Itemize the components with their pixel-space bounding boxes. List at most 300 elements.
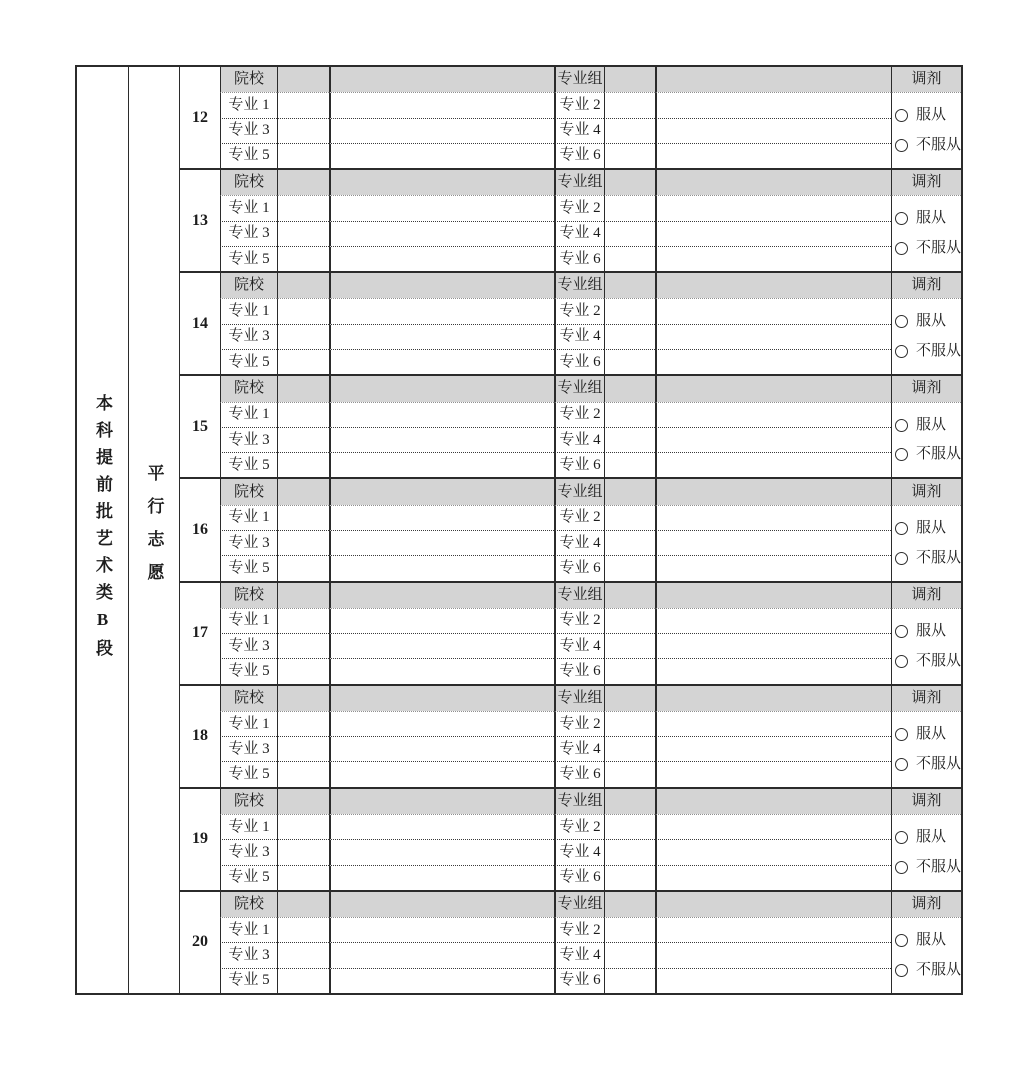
adjustment-reject-option[interactable] bbox=[895, 654, 961, 669]
major-4-label-cell: 专业 4 bbox=[554, 633, 604, 658]
batch-label-column bbox=[77, 67, 129, 993]
major-5-label-cell: 专业 5 bbox=[220, 865, 277, 890]
major-3-label-cell: 专业 3 bbox=[220, 633, 277, 658]
major-3-name-input[interactable] bbox=[329, 633, 554, 658]
major-2-code-input[interactable] bbox=[604, 195, 655, 220]
college-code-input[interactable] bbox=[277, 479, 329, 504]
major-6-label-cell: 专业 6 bbox=[554, 143, 604, 168]
major-group-code-input[interactable] bbox=[604, 892, 655, 917]
major-3-label-cell: 专业 3 bbox=[220, 324, 277, 349]
adjustment-obey-option[interactable] bbox=[895, 211, 946, 226]
major-6-code-input[interactable] bbox=[604, 452, 655, 477]
major-6-code-input[interactable] bbox=[604, 349, 655, 374]
major-6-label-cell: 专业 6 bbox=[554, 349, 604, 374]
adjustment-obey-label: 服从 bbox=[916, 828, 947, 845]
college-name-input[interactable] bbox=[329, 67, 554, 92]
major-4-name-input[interactable] bbox=[655, 942, 891, 967]
college-name-input[interactable] bbox=[329, 479, 554, 504]
adjustment-label-cell: 调剂 bbox=[891, 686, 961, 711]
major-1-name-input[interactable] bbox=[329, 505, 554, 530]
major-group-code-input[interactable] bbox=[604, 686, 655, 711]
adjustment-reject-option[interactable] bbox=[895, 138, 961, 153]
major-2-name-input[interactable] bbox=[655, 608, 891, 633]
adjustment-options-cell bbox=[891, 711, 961, 787]
college-code-input[interactable] bbox=[277, 273, 329, 298]
major-3-code-input[interactable] bbox=[277, 530, 329, 555]
major-6-label-cell: 专业 6 bbox=[554, 658, 604, 683]
major-3-name-input[interactable] bbox=[329, 427, 554, 452]
radio-unchecked-icon[interactable] bbox=[895, 345, 908, 358]
major-1-label-cell: 专业 1 bbox=[220, 402, 277, 427]
radio-unchecked-icon[interactable] bbox=[895, 552, 908, 565]
adjustment-obey-label: 服从 bbox=[916, 725, 947, 742]
major-6-label-cell: 专业 6 bbox=[554, 246, 604, 271]
major-3-label-cell: 专业 3 bbox=[220, 530, 277, 555]
adjustment-reject-option[interactable] bbox=[895, 241, 961, 256]
college-name-input[interactable] bbox=[329, 376, 554, 401]
major-3-label-cell: 专业 3 bbox=[220, 221, 277, 246]
major-group-label-cell: 专业组 bbox=[554, 273, 604, 298]
major-5-name-input[interactable] bbox=[329, 761, 554, 786]
major-4-code-input[interactable] bbox=[604, 427, 655, 452]
college-name-input[interactable] bbox=[329, 583, 554, 608]
adjustment-obey-option[interactable] bbox=[895, 933, 946, 948]
college-name-input[interactable] bbox=[329, 686, 554, 711]
volunteer-block bbox=[180, 168, 961, 271]
major-5-code-input[interactable] bbox=[277, 865, 329, 890]
major-6-name-input[interactable] bbox=[655, 246, 891, 271]
major-3-code-input[interactable] bbox=[277, 118, 329, 143]
major-5-name-input[interactable] bbox=[329, 658, 554, 683]
major-group-code-input[interactable] bbox=[604, 170, 655, 195]
volunteer-block bbox=[180, 67, 961, 168]
college-name-input[interactable] bbox=[329, 273, 554, 298]
major-2-name-input[interactable] bbox=[655, 92, 891, 117]
adjustment-obey-label: 服从 bbox=[916, 416, 947, 433]
major-3-code-input[interactable] bbox=[277, 942, 329, 967]
radio-unchecked-icon[interactable] bbox=[895, 448, 908, 461]
adjustment-reject-label: 不服从 bbox=[916, 240, 961, 257]
major-4-code-input[interactable] bbox=[604, 530, 655, 555]
adjustment-obey-option[interactable] bbox=[895, 624, 946, 639]
major-5-label-cell: 专业 5 bbox=[220, 349, 277, 374]
major-1-name-input[interactable] bbox=[329, 711, 554, 736]
major-4-label-cell: 专业 4 bbox=[554, 118, 604, 143]
major-5-label-cell: 专业 5 bbox=[220, 246, 277, 271]
major-6-code-input[interactable] bbox=[604, 658, 655, 683]
major-2-name-input[interactable] bbox=[655, 505, 891, 530]
college-label-cell: 院校 bbox=[220, 583, 277, 608]
major-3-name-input[interactable] bbox=[329, 839, 554, 864]
radio-unchecked-icon[interactable] bbox=[895, 934, 908, 947]
major-1-code-input[interactable] bbox=[277, 92, 329, 117]
volunteer-table bbox=[75, 65, 963, 995]
major-2-label-cell: 专业 2 bbox=[554, 814, 604, 839]
major-5-code-input[interactable] bbox=[277, 349, 329, 374]
major-4-label-cell: 专业 4 bbox=[554, 530, 604, 555]
block-number: 14 bbox=[192, 314, 208, 332]
major-4-code-input[interactable] bbox=[604, 324, 655, 349]
major-4-label-cell: 专业 4 bbox=[554, 839, 604, 864]
volunteer-block bbox=[180, 684, 961, 787]
major-4-label-cell: 专业 4 bbox=[554, 942, 604, 967]
major-1-label-cell: 专业 1 bbox=[220, 298, 277, 323]
major-6-name-input[interactable] bbox=[655, 968, 891, 993]
major-4-code-input[interactable] bbox=[604, 736, 655, 761]
major-5-code-input[interactable] bbox=[277, 968, 329, 993]
adjustment-label-cell: 调剂 bbox=[891, 583, 961, 608]
adjustment-label-cell: 调剂 bbox=[891, 67, 961, 92]
major-group-code-input[interactable] bbox=[604, 479, 655, 504]
adjustment-options-cell bbox=[891, 402, 961, 478]
major-6-name-input[interactable] bbox=[655, 452, 891, 477]
major-6-name-input[interactable] bbox=[655, 555, 891, 580]
major-5-code-input[interactable] bbox=[277, 658, 329, 683]
major-2-label-cell: 专业 2 bbox=[554, 917, 604, 942]
major-2-code-input[interactable] bbox=[604, 711, 655, 736]
major-4-name-input[interactable] bbox=[655, 839, 891, 864]
adjustment-obey-label: 服从 bbox=[916, 313, 947, 330]
major-3-code-input[interactable] bbox=[277, 221, 329, 246]
major-5-code-input[interactable] bbox=[277, 555, 329, 580]
major-4-name-input[interactable] bbox=[655, 118, 891, 143]
major-5-name-input[interactable] bbox=[329, 349, 554, 374]
major-group-label-cell: 专业组 bbox=[554, 479, 604, 504]
major-3-name-input[interactable] bbox=[329, 942, 554, 967]
major-4-name-input[interactable] bbox=[655, 736, 891, 761]
major-6-label-cell: 专业 6 bbox=[554, 555, 604, 580]
college-label-cell: 院校 bbox=[220, 376, 277, 401]
major-4-code-input[interactable] bbox=[604, 118, 655, 143]
adjustment-reject-label: 不服从 bbox=[916, 137, 961, 154]
major-4-name-input[interactable] bbox=[655, 633, 891, 658]
radio-unchecked-icon[interactable] bbox=[895, 109, 908, 122]
major-3-code-input[interactable] bbox=[277, 633, 329, 658]
major-1-name-input[interactable] bbox=[329, 402, 554, 427]
major-3-label-cell: 专业 3 bbox=[220, 427, 277, 452]
major-6-code-input[interactable] bbox=[604, 761, 655, 786]
major-1-label-cell: 专业 1 bbox=[220, 814, 277, 839]
major-group-code-input[interactable] bbox=[604, 273, 655, 298]
major-2-code-input[interactable] bbox=[604, 917, 655, 942]
major-1-name-input[interactable] bbox=[329, 608, 554, 633]
major-5-label-cell: 专业 5 bbox=[220, 143, 277, 168]
major-6-code-input[interactable] bbox=[604, 968, 655, 993]
major-5-name-input[interactable] bbox=[329, 452, 554, 477]
radio-unchecked-icon[interactable] bbox=[895, 242, 908, 255]
major-group-label-cell: 专业组 bbox=[554, 686, 604, 711]
major-group-name-input[interactable] bbox=[655, 67, 891, 92]
radio-unchecked-icon[interactable] bbox=[895, 655, 908, 668]
major-group-name-input[interactable] bbox=[655, 789, 891, 814]
major-1-name-input[interactable] bbox=[329, 814, 554, 839]
major-6-label-cell: 专业 6 bbox=[554, 865, 604, 890]
major-group-label-cell: 专业组 bbox=[554, 376, 604, 401]
major-4-label-cell: 专业 4 bbox=[554, 736, 604, 761]
block-number: 17 bbox=[192, 624, 208, 642]
major-1-code-input[interactable] bbox=[277, 402, 329, 427]
major-3-name-input[interactable] bbox=[329, 530, 554, 555]
major-4-code-input[interactable] bbox=[604, 221, 655, 246]
block-number: 18 bbox=[192, 727, 208, 745]
major-4-code-input[interactable] bbox=[604, 633, 655, 658]
adjustment-options-cell bbox=[891, 195, 961, 271]
major-1-label-cell: 专业 1 bbox=[220, 917, 277, 942]
major-5-code-input[interactable] bbox=[277, 761, 329, 786]
major-6-code-input[interactable] bbox=[604, 246, 655, 271]
major-group-name-input[interactable] bbox=[655, 892, 891, 917]
volunteer-blocks bbox=[180, 67, 961, 993]
major-3-name-input[interactable] bbox=[329, 736, 554, 761]
major-group-name-input[interactable] bbox=[655, 376, 891, 401]
major-3-label-cell: 专业 3 bbox=[220, 736, 277, 761]
major-3-code-input[interactable] bbox=[277, 324, 329, 349]
major-1-code-input[interactable] bbox=[277, 608, 329, 633]
major-1-name-input[interactable] bbox=[329, 917, 554, 942]
major-1-code-input[interactable] bbox=[277, 298, 329, 323]
adjustment-label-cell: 调剂 bbox=[891, 789, 961, 814]
major-2-name-input[interactable] bbox=[655, 402, 891, 427]
major-2-label-cell: 专业 2 bbox=[554, 505, 604, 530]
major-5-code-input[interactable] bbox=[277, 452, 329, 477]
major-3-label-cell: 专业 3 bbox=[220, 839, 277, 864]
adjustment-label-cell: 调剂 bbox=[891, 273, 961, 298]
adjustment-reject-label: 不服从 bbox=[916, 652, 961, 669]
major-group-name-input[interactable] bbox=[655, 170, 891, 195]
major-4-label-cell: 专业 4 bbox=[554, 427, 604, 452]
major-2-name-input[interactable] bbox=[655, 195, 891, 220]
major-6-code-input[interactable] bbox=[604, 555, 655, 580]
major-1-code-input[interactable] bbox=[277, 711, 329, 736]
major-2-label-cell: 专业 2 bbox=[554, 298, 604, 323]
major-6-name-input[interactable] bbox=[655, 143, 891, 168]
college-label-cell: 院校 bbox=[220, 273, 277, 298]
radio-unchecked-icon[interactable] bbox=[895, 758, 908, 771]
major-6-name-input[interactable] bbox=[655, 865, 891, 890]
major-1-code-input[interactable] bbox=[277, 195, 329, 220]
block-number: 13 bbox=[192, 211, 208, 229]
adjustment-label-cell: 调剂 bbox=[891, 892, 961, 917]
major-2-name-input[interactable] bbox=[655, 298, 891, 323]
major-4-name-input[interactable] bbox=[655, 221, 891, 246]
major-group-code-input[interactable] bbox=[604, 789, 655, 814]
college-label-cell: 院校 bbox=[220, 686, 277, 711]
major-2-name-input[interactable] bbox=[655, 814, 891, 839]
adjustment-options-cell bbox=[891, 814, 961, 890]
adjustment-obey-option[interactable] bbox=[895, 727, 946, 742]
college-label-cell: 院校 bbox=[220, 789, 277, 814]
radio-unchecked-icon[interactable] bbox=[895, 315, 908, 328]
major-3-name-input[interactable] bbox=[329, 221, 554, 246]
major-3-label-cell: 专业 3 bbox=[220, 942, 277, 967]
major-group-name-input[interactable] bbox=[655, 273, 891, 298]
adjustment-reject-option[interactable] bbox=[895, 757, 961, 772]
block-number: 12 bbox=[192, 108, 208, 126]
college-code-input[interactable] bbox=[277, 376, 329, 401]
adjustment-obey-label: 服从 bbox=[916, 622, 947, 639]
major-5-name-input[interactable] bbox=[329, 143, 554, 168]
major-4-name-input[interactable] bbox=[655, 427, 891, 452]
college-name-input[interactable] bbox=[329, 789, 554, 814]
major-group-code-input[interactable] bbox=[604, 376, 655, 401]
adjustment-reject-label: 不服从 bbox=[916, 549, 961, 566]
college-name-input[interactable] bbox=[329, 892, 554, 917]
college-code-input[interactable] bbox=[277, 789, 329, 814]
major-1-code-input[interactable] bbox=[277, 814, 329, 839]
adjustment-reject-option[interactable] bbox=[895, 344, 961, 359]
major-1-label-cell: 专业 1 bbox=[220, 92, 277, 117]
major-1-label-cell: 专业 1 bbox=[220, 608, 277, 633]
major-2-code-input[interactable] bbox=[604, 505, 655, 530]
major-1-name-input[interactable] bbox=[329, 298, 554, 323]
major-2-code-input[interactable] bbox=[604, 814, 655, 839]
adjustment-options-cell bbox=[891, 505, 961, 581]
major-2-code-input[interactable] bbox=[604, 92, 655, 117]
major-6-label-cell: 专业 6 bbox=[554, 968, 604, 993]
block-number: 19 bbox=[192, 830, 208, 848]
adjustment-label-cell: 调剂 bbox=[891, 479, 961, 504]
adjustment-label-cell: 调剂 bbox=[891, 376, 961, 401]
adjustment-obey-option[interactable] bbox=[895, 418, 946, 433]
college-label-cell: 院校 bbox=[220, 170, 277, 195]
major-2-label-cell: 专业 2 bbox=[554, 195, 604, 220]
major-2-code-input[interactable] bbox=[604, 402, 655, 427]
college-name-input[interactable] bbox=[329, 170, 554, 195]
volunteer-block bbox=[180, 890, 961, 993]
major-2-label-cell: 专业 2 bbox=[554, 402, 604, 427]
adjustment-obey-label: 服从 bbox=[916, 932, 947, 949]
major-group-label-cell: 专业组 bbox=[554, 583, 604, 608]
college-code-input[interactable] bbox=[277, 170, 329, 195]
major-4-name-input[interactable] bbox=[655, 530, 891, 555]
major-5-label-cell: 专业 5 bbox=[220, 968, 277, 993]
adjustment-reject-option[interactable] bbox=[895, 447, 961, 462]
major-5-label-cell: 专业 5 bbox=[220, 761, 277, 786]
radio-unchecked-icon[interactable] bbox=[895, 522, 908, 535]
volunteer-block bbox=[180, 271, 961, 374]
adjustment-options-cell bbox=[891, 92, 961, 168]
major-4-name-input[interactable] bbox=[655, 324, 891, 349]
major-group-label-cell: 专业组 bbox=[554, 892, 604, 917]
adjustment-obey-label: 服从 bbox=[916, 519, 947, 536]
batch-label: 本科提前批艺术类B段 bbox=[93, 394, 112, 666]
adjustment-label-cell: 调剂 bbox=[891, 170, 961, 195]
volunteer-block bbox=[180, 477, 961, 580]
adjustment-options-cell bbox=[891, 298, 961, 374]
major-1-label-cell: 专业 1 bbox=[220, 505, 277, 530]
adjustment-reject-option[interactable] bbox=[895, 551, 961, 566]
block-number: 16 bbox=[192, 520, 208, 538]
college-code-input[interactable] bbox=[277, 686, 329, 711]
major-6-name-input[interactable] bbox=[655, 761, 891, 786]
adjustment-obey-option[interactable] bbox=[895, 314, 946, 329]
major-5-label-cell: 专业 5 bbox=[220, 452, 277, 477]
radio-unchecked-icon[interactable] bbox=[895, 831, 908, 844]
major-3-name-input[interactable] bbox=[329, 324, 554, 349]
adjustment-reject-option[interactable] bbox=[895, 963, 961, 978]
major-4-label-cell: 专业 4 bbox=[554, 324, 604, 349]
major-2-name-input[interactable] bbox=[655, 711, 891, 736]
adjustment-reject-option[interactable] bbox=[895, 860, 961, 875]
radio-unchecked-icon[interactable] bbox=[895, 419, 908, 432]
major-4-code-input[interactable] bbox=[604, 942, 655, 967]
major-5-code-input[interactable] bbox=[277, 143, 329, 168]
radio-unchecked-icon[interactable] bbox=[895, 625, 908, 638]
radio-unchecked-icon[interactable] bbox=[895, 212, 908, 225]
major-group-name-input[interactable] bbox=[655, 479, 891, 504]
major-group-code-input[interactable] bbox=[604, 583, 655, 608]
major-5-name-input[interactable] bbox=[329, 555, 554, 580]
major-3-label-cell: 专业 3 bbox=[220, 118, 277, 143]
college-code-input[interactable] bbox=[277, 892, 329, 917]
adjustment-options-cell bbox=[891, 917, 961, 993]
radio-unchecked-icon[interactable] bbox=[895, 728, 908, 741]
major-1-name-input[interactable] bbox=[329, 195, 554, 220]
major-3-code-input[interactable] bbox=[277, 427, 329, 452]
major-6-name-input[interactable] bbox=[655, 349, 891, 374]
major-2-name-input[interactable] bbox=[655, 917, 891, 942]
major-5-name-input[interactable] bbox=[329, 968, 554, 993]
major-2-label-cell: 专业 2 bbox=[554, 92, 604, 117]
major-1-code-input[interactable] bbox=[277, 917, 329, 942]
major-1-label-cell: 专业 1 bbox=[220, 711, 277, 736]
adjustment-obey-label: 服从 bbox=[916, 107, 947, 124]
volunteer-block bbox=[180, 787, 961, 890]
major-2-code-input[interactable] bbox=[604, 298, 655, 323]
major-group-code-input[interactable] bbox=[604, 67, 655, 92]
adjustment-reject-label: 不服从 bbox=[916, 858, 961, 875]
major-4-label-cell: 专业 4 bbox=[554, 221, 604, 246]
major-5-name-input[interactable] bbox=[329, 865, 554, 890]
adjustment-obey-option[interactable] bbox=[895, 521, 946, 536]
adjustment-obey-option[interactable] bbox=[895, 108, 946, 123]
major-6-code-input[interactable] bbox=[604, 143, 655, 168]
adjustment-obey-option[interactable] bbox=[895, 830, 946, 845]
major-1-name-input[interactable] bbox=[329, 92, 554, 117]
adjustment-reject-label: 不服从 bbox=[916, 343, 961, 360]
radio-unchecked-icon[interactable] bbox=[895, 861, 908, 874]
adjustment-reject-label: 不服从 bbox=[916, 962, 961, 979]
block-number: 20 bbox=[192, 933, 208, 951]
major-2-code-input[interactable] bbox=[604, 608, 655, 633]
major-group-name-input[interactable] bbox=[655, 583, 891, 608]
major-5-code-input[interactable] bbox=[277, 246, 329, 271]
major-1-label-cell: 专业 1 bbox=[220, 195, 277, 220]
major-5-label-cell: 专业 5 bbox=[220, 658, 277, 683]
radio-unchecked-icon[interactable] bbox=[895, 139, 908, 152]
major-5-label-cell: 专业 5 bbox=[220, 555, 277, 580]
major-3-code-input[interactable] bbox=[277, 839, 329, 864]
major-4-code-input[interactable] bbox=[604, 839, 655, 864]
volunteer-block bbox=[180, 374, 961, 477]
college-code-input[interactable] bbox=[277, 67, 329, 92]
radio-unchecked-icon[interactable] bbox=[895, 964, 908, 977]
mode-label: 平行志愿 bbox=[144, 464, 164, 596]
block-number: 15 bbox=[192, 417, 208, 435]
major-2-label-cell: 专业 2 bbox=[554, 711, 604, 736]
major-group-name-input[interactable] bbox=[655, 686, 891, 711]
major-5-name-input[interactable] bbox=[329, 246, 554, 271]
major-3-name-input[interactable] bbox=[329, 118, 554, 143]
major-1-code-input[interactable] bbox=[277, 505, 329, 530]
major-group-label-cell: 专业组 bbox=[554, 170, 604, 195]
major-6-label-cell: 专业 6 bbox=[554, 761, 604, 786]
major-3-code-input[interactable] bbox=[277, 736, 329, 761]
major-2-label-cell: 专业 2 bbox=[554, 608, 604, 633]
major-6-code-input[interactable] bbox=[604, 865, 655, 890]
major-6-name-input[interactable] bbox=[655, 658, 891, 683]
college-code-input[interactable] bbox=[277, 583, 329, 608]
